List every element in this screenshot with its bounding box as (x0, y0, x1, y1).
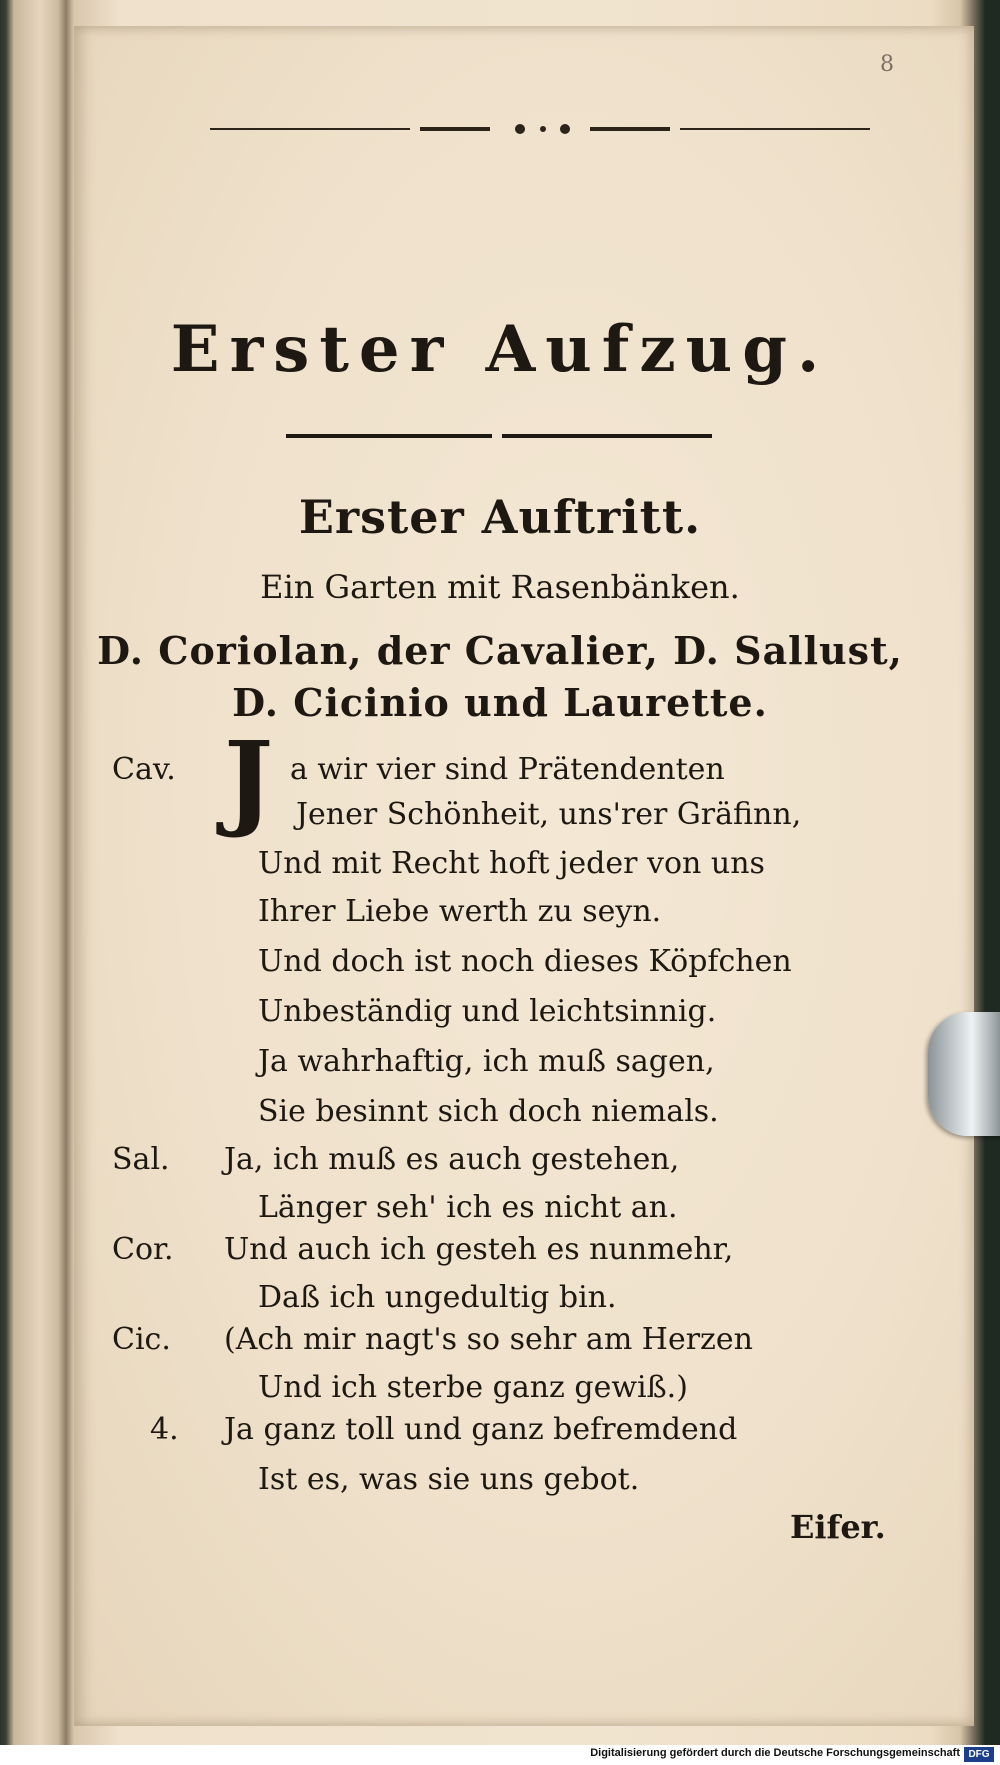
ornamental-rule (120, 122, 860, 136)
page-number: 8 (880, 52, 894, 77)
verse-line: Und ich sterbe ganz gewiß.) (258, 1370, 688, 1405)
speaker-label: Cor. (112, 1232, 174, 1267)
verse-line: Sie besinnt sich doch niemals. (258, 1094, 719, 1129)
title-rule-left (286, 434, 492, 438)
character-list-line-1: D. Coriolan, der Cavalier, D. Sallust, (97, 628, 903, 673)
verse-line: Und doch ist noch dieses Köpfchen (258, 944, 792, 979)
scene-setting: Ein Garten mit Rasenbänken. (260, 568, 740, 606)
scene-title: Erster Auftritt. (298, 490, 702, 544)
speaker-label: Cic. (112, 1322, 171, 1357)
footer-bar (0, 1745, 1000, 1765)
verse-line: Und auch ich gesteh es nunmehr, (224, 1232, 734, 1267)
character-list-line-2: D. Cicinio und Laurette. (232, 680, 768, 725)
catchword: Eifer. (790, 1508, 886, 1546)
footer-credit: Digitalisierung gefördert durch die Deutsche Forschungsgemeinschaft (590, 1747, 960, 1759)
verse-line: Ist es, was sie uns gebot. (258, 1462, 640, 1497)
verse-line: Und mit Recht hoft jeder von uns (258, 846, 765, 881)
verse-line: a wir vier sind Prätendenten (290, 752, 725, 787)
verse-line: Ja, ich muß es auch gestehen, (224, 1142, 680, 1177)
verse-line: Ihrer Liebe werth zu seyn. (258, 894, 662, 929)
verse-line: Länger seh' ich es nicht an. (258, 1190, 678, 1225)
verse-line: Ja ganz toll und ganz befremdend (224, 1412, 738, 1447)
verse-line: Jener Schönheit, uns'rer Gräfinn, (296, 797, 802, 832)
speaker-label: Cav. (112, 752, 176, 787)
metal-clip (928, 1012, 1000, 1136)
speaker-label: 4. (150, 1412, 179, 1447)
drop-cap: J (224, 718, 274, 841)
verse-line: (Ach mir nagt's so sehr am Herzen (224, 1322, 753, 1357)
dfg-logo: DFG (964, 1747, 994, 1762)
title-rule-right (502, 434, 712, 438)
verse-line: Ja wahrhaftig, ich muß sagen, (258, 1044, 715, 1079)
act-title: Erster Aufzug. (170, 312, 830, 387)
verse-line: Unbeständig und leichtsinnig. (258, 994, 717, 1029)
speaker-label: Sal. (112, 1142, 170, 1177)
verse-line: Daß ich ungedultig bin. (258, 1280, 617, 1315)
